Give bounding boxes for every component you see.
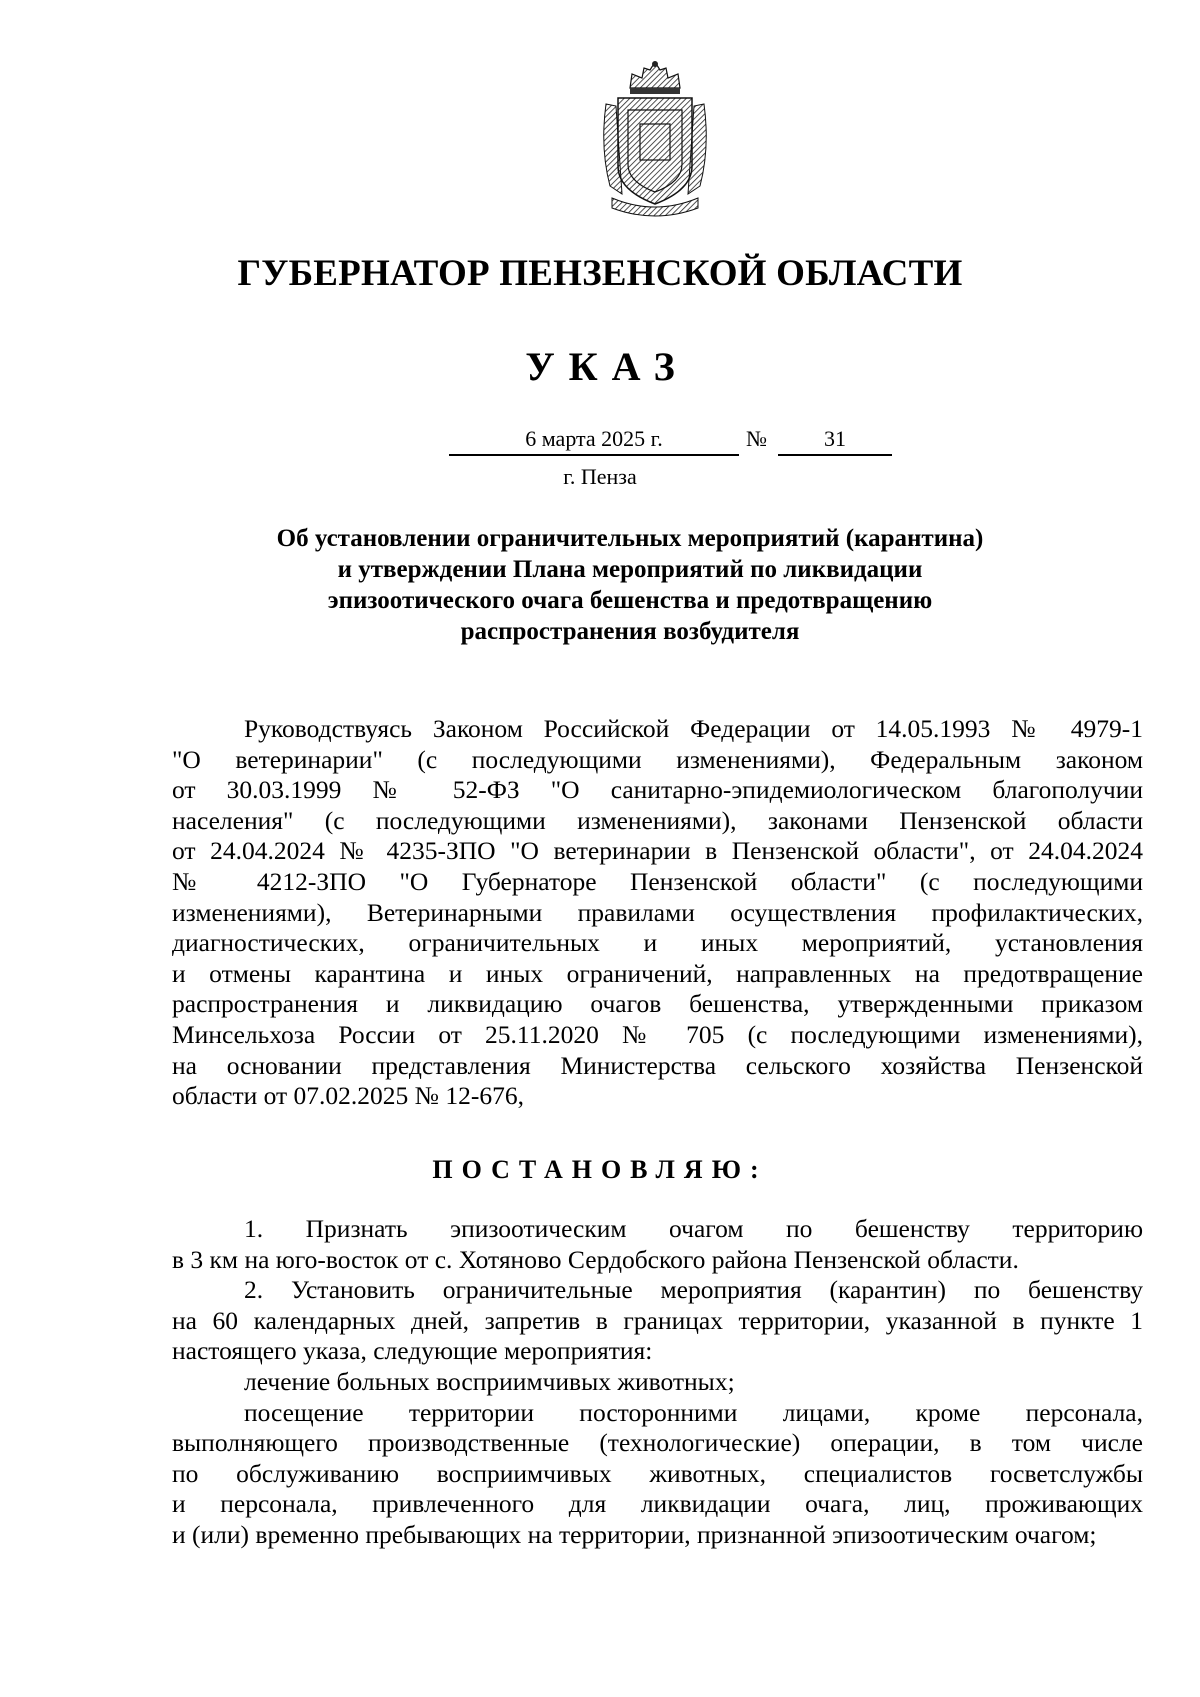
preamble-line: "О ветеринарии" (с последующими изменениями), Федеральным законом xyxy=(172,744,1143,774)
preamble-paragraph xyxy=(172,714,1143,1112)
item-1-line: 1. Признать эпизоотическим очагом по бешенству территорию xyxy=(244,1214,1143,1243)
preamble-line: и отмены карантина и иных ограничений, направленных на предотвращение xyxy=(172,958,1143,988)
document-title xyxy=(200,523,1060,647)
list-item-visits-line: по обслуживанию восприимчивых животных, специалистов госветслужбы xyxy=(172,1458,1143,1488)
title-line: эпизоотического очага бешенства и предотвращению xyxy=(327,587,933,614)
list-item-visits-line: посещение территории посторонними лицами, кроме персонала, xyxy=(244,1397,1143,1427)
document-number: 31 xyxy=(778,424,892,456)
list-item-visits-line: выполняющего производственные (технологические) операции, в том числе xyxy=(172,1428,1143,1458)
preamble-line: от 24.04.2024 № 4235-ЗПО "О ветеринарии в Пензенской области", от 24.04.2024 xyxy=(172,836,1143,866)
preamble-line: Руководствуясь Законом Российской Федерации от 14.05.1993 № 4979-1 xyxy=(244,714,1143,743)
preamble-line: изменениями), Ветеринарными правилами осуществления профилактических, xyxy=(172,897,1143,927)
document-type-heading: УКАЗ xyxy=(525,344,689,389)
list-item-visits-line: и персонала, привлеченного для ликвидации очага, лиц, проживающих xyxy=(172,1489,1143,1519)
document-date: 6 марта 2025 г. xyxy=(449,424,739,456)
list-item-treatment: лечение больных восприимчивых животных; xyxy=(244,1366,735,1396)
preamble-line: на основании представления Министерства сельского хозяйства Пензенской xyxy=(172,1050,1143,1080)
issuing-authority-heading: ГУБЕРНАТОР ПЕНЗЕНСКОЙ ОБЛАСТИ xyxy=(237,253,963,294)
decree-items xyxy=(172,1214,1143,1551)
preamble-line: Минсельхоза России от 25.11.2020 № 705 (с последующими изменениями), xyxy=(172,1019,1143,1049)
preamble-line: населения" (с последующими изменениями), законами Пензенской области xyxy=(172,805,1143,835)
title-line: распространения возбудителя xyxy=(460,618,800,645)
title-line: и утверждении Плана мероприятий по ликвидации xyxy=(337,556,923,583)
number-sign: № xyxy=(746,426,767,451)
item-2-line: на 60 календарных дней, запретив в границах территории, указанной в пункте 1 xyxy=(172,1305,1143,1335)
preamble-line: распространения и ликвидацию очагов бешенства, утвержденными приказом xyxy=(172,989,1143,1019)
document-city: г. Пенза xyxy=(563,464,637,489)
item-2-line: настоящего указа, следующие мероприятия: xyxy=(172,1336,653,1366)
item-2-line: 2. Установить ограничительные мероприятия (карантин) по бешенству xyxy=(244,1275,1143,1305)
preamble-line: области от 07.02.2025 № 12-676, xyxy=(172,1081,524,1111)
coat-of-arms-icon xyxy=(596,58,714,218)
title-line: Об установлении ограничительных мероприятий (карантина) xyxy=(276,525,984,552)
item-1-line: в 3 км на юго-восток от с. Хотяново Сердобского района Пензенской области. xyxy=(172,1244,1019,1274)
list-item-visits-line: и (или) временно пребывающих на территории, признанной эпизоотическим очагом; xyxy=(172,1519,1097,1549)
preamble-line: диагностических, ограничительных и иных мероприятий, установления xyxy=(172,928,1143,958)
decree-heading: ПОСТАНОВЛЯЮ: xyxy=(432,1155,768,1184)
preamble-line: от 30.03.1999 № 52-ФЗ "О санитарно-эпидемиологическом благополучии xyxy=(172,775,1143,805)
preamble-line: № 4212-ЗПО "О Губернаторе Пензенской области" (с последующими xyxy=(172,866,1143,896)
